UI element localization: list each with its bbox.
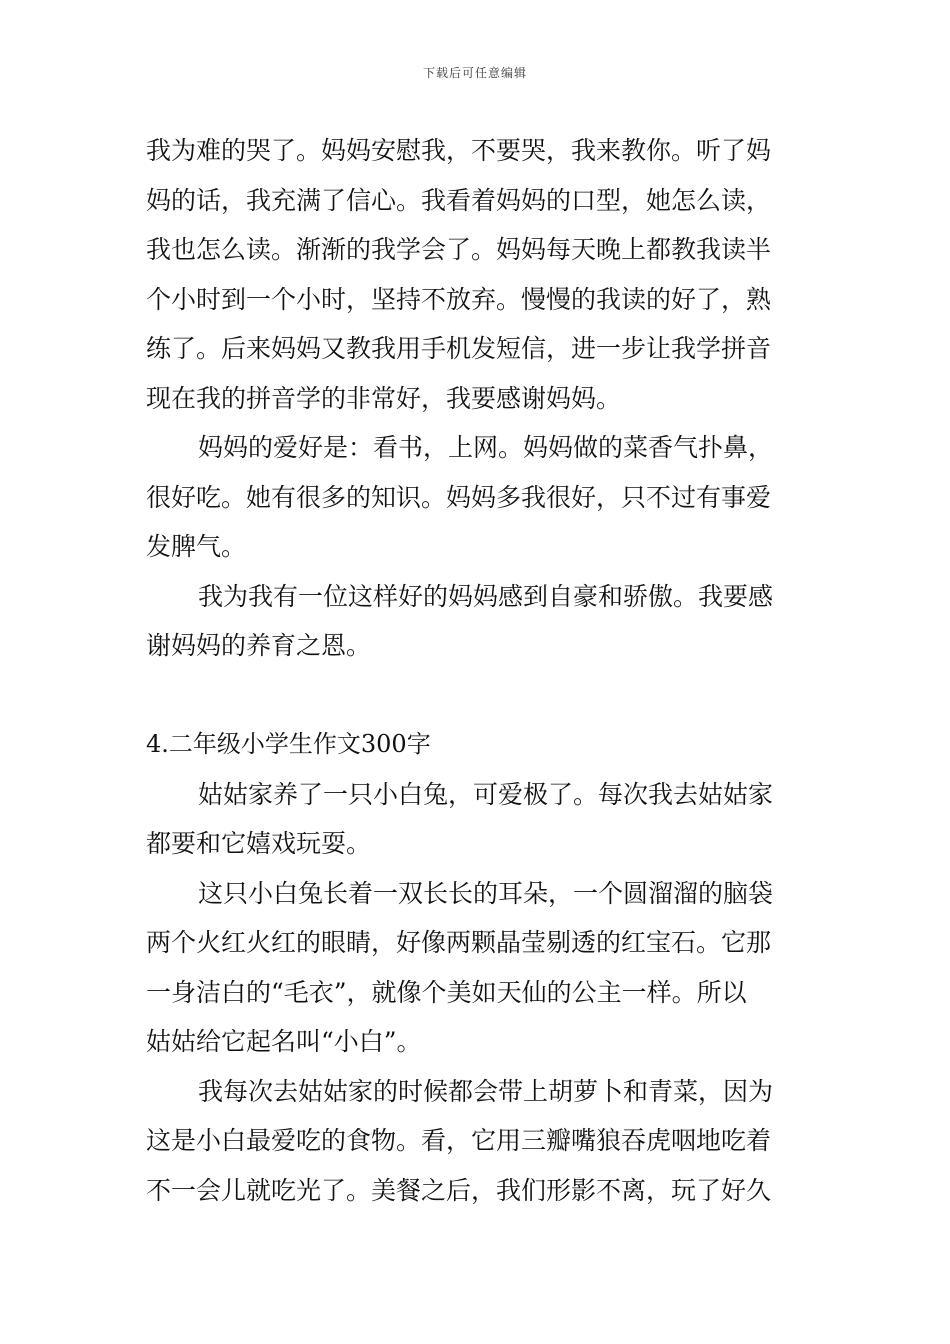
text-line: 发脾气。 (146, 532, 247, 561)
paragraph-2 (146, 423, 816, 572)
paragraph-1 (146, 126, 816, 423)
text-line: 姑姑家养了一只小白兔，可爱极了。每次我去姑姑家 (198, 779, 774, 809)
text-line: 一身洁白的“毛衣”，就像个美如天仙的公主一样。所以 (146, 977, 747, 1007)
text-line: 练了。后来妈妈又教我用手机发短信，进一步让我学拼音 (146, 334, 772, 363)
text-line: 妈的话，我充满了信心。我看着妈妈的口型，她怎么读， (146, 185, 772, 215)
text-line: 两个火红火红的眼睛，好像两颗晶莹剔透的红宝石。它那 (146, 928, 772, 957)
text-line: 我为我有一位这样好的妈妈感到自豪和骄傲。我要感 (198, 581, 774, 611)
text-line: 我每次去姑姑家的时候都会带上胡萝卜和青菜，因为 (198, 1076, 774, 1106)
text-line: 很好吃。她有很多的知识。妈妈多我很好，只不过有事爱 (146, 482, 772, 512)
paragraph-3 (146, 572, 816, 671)
text-line: 姑姑给它起名叫“小白”。 (146, 1027, 422, 1056)
text-line: 这是小白最爱吃的食物。看，它用三瓣嘴狼吞虎咽地吃着 (146, 1126, 772, 1155)
section-heading: 4.二年级小学生作文300字 (146, 730, 431, 758)
text-line: 谢妈妈的养育之恩。 (146, 631, 372, 660)
paragraph-5 (146, 869, 816, 1067)
paragraph-4 (146, 770, 816, 869)
page-header: 下载后可任意编辑 (422, 66, 527, 80)
text-line: 妈妈的爱好是：看书，上网。妈妈做的菜香气扑鼻， (198, 433, 774, 462)
text-line: 不一会儿就吃光了。美餐之后，我们形影不离，玩了好久 (146, 1175, 772, 1205)
document-body (146, 126, 816, 1215)
text-line: 我为难的哭了。妈妈安慰我，不要哭，我来教你。听了妈 (146, 136, 772, 165)
text-line: 这只小白兔长着一双长长的耳朵，一个圆溜溜的脑袋 (198, 878, 774, 908)
paragraph-6 (146, 1067, 816, 1216)
text-line: 现在我的拼音学的非常好，我要感谢妈妈。 (146, 383, 622, 413)
text-line: 个小时到一个小时，坚持不放弃。慢慢的我读的好了，熟 (146, 284, 772, 314)
text-line: 我也怎么读。渐渐的我学会了。妈妈每天晚上都教我读半 (146, 235, 772, 264)
text-line: 都要和它嬉戏玩耍。 (146, 829, 372, 858)
section-gap (146, 671, 816, 721)
